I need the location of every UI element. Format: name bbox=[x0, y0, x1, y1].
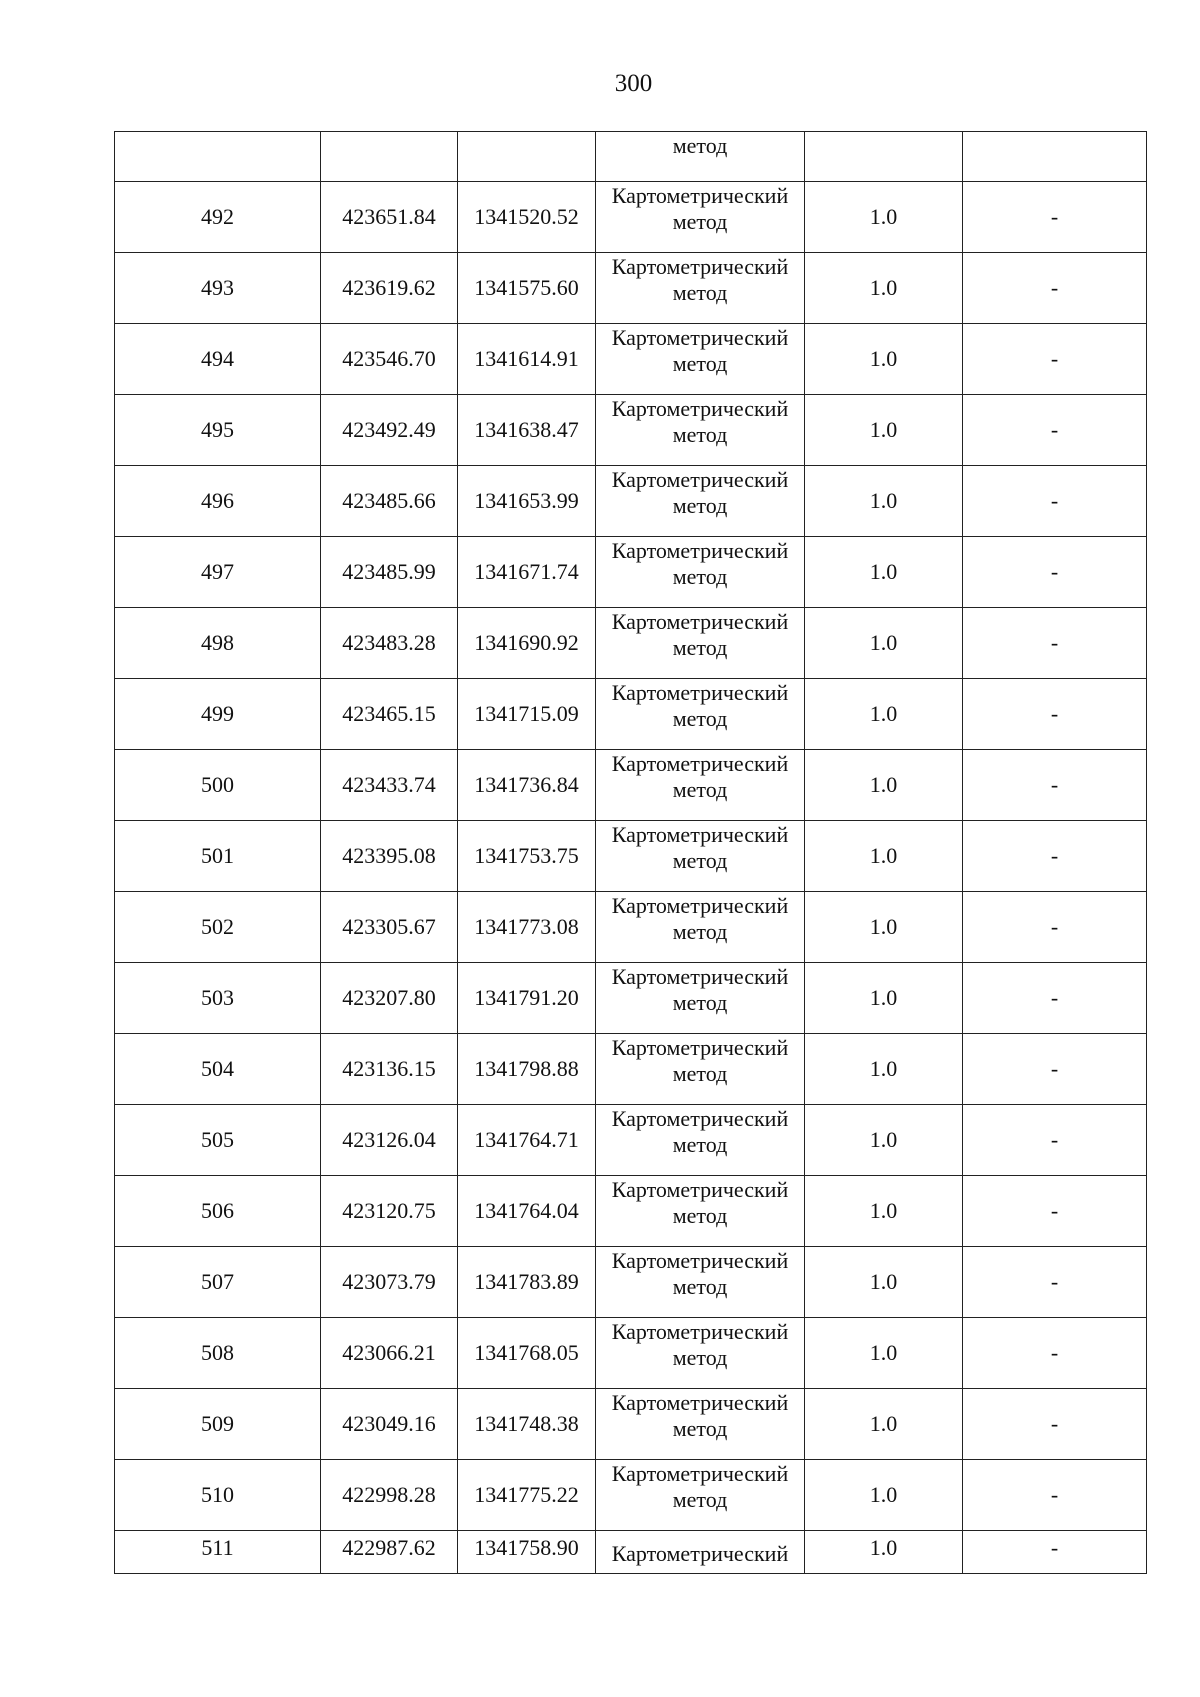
note-cell: - bbox=[963, 324, 1147, 395]
method-line-2: метод bbox=[672, 1274, 728, 1299]
method-cell bbox=[596, 395, 805, 466]
page-number: 300 bbox=[614, 70, 653, 97]
accuracy-cell: 1.0 bbox=[805, 466, 963, 537]
x-cell bbox=[321, 132, 458, 182]
method-line-1: Картометрический bbox=[611, 538, 789, 563]
table-row bbox=[115, 1105, 1147, 1176]
method-line-2: метод bbox=[672, 919, 728, 944]
x-cell: 423066.21 bbox=[321, 1318, 458, 1389]
method-cell bbox=[596, 537, 805, 608]
method-line-2: метод bbox=[672, 777, 728, 802]
y-cell: 1341671.74 bbox=[458, 537, 596, 608]
note-cell: - bbox=[963, 182, 1147, 253]
x-cell: 423465.15 bbox=[321, 679, 458, 750]
note-cell: - bbox=[963, 1034, 1147, 1105]
y-cell: 1341773.08 bbox=[458, 892, 596, 963]
x-cell: 423619.62 bbox=[321, 253, 458, 324]
method-cell bbox=[596, 821, 805, 892]
table-row bbox=[115, 1176, 1147, 1247]
y-cell: 1341764.71 bbox=[458, 1105, 596, 1176]
x-cell: 423485.66 bbox=[321, 466, 458, 537]
x-cell: 423073.79 bbox=[321, 1247, 458, 1318]
method-line-2: метод bbox=[672, 280, 728, 305]
method-cell bbox=[596, 466, 805, 537]
method-line-2: метод bbox=[672, 209, 728, 234]
y-cell: 1341764.04 bbox=[458, 1176, 596, 1247]
method-line-2: метод bbox=[672, 564, 728, 589]
point-cell: 507 bbox=[115, 1247, 321, 1318]
note-cell: - bbox=[963, 750, 1147, 821]
accuracy-cell: 1.0 bbox=[805, 253, 963, 324]
method-cell bbox=[596, 679, 805, 750]
point-cell: 501 bbox=[115, 821, 321, 892]
point-cell: 508 bbox=[115, 1318, 321, 1389]
x-cell: 423207.80 bbox=[321, 963, 458, 1034]
table-row bbox=[115, 1389, 1147, 1460]
y-cell: 1341753.75 bbox=[458, 821, 596, 892]
method-line-2: метод bbox=[672, 1203, 728, 1228]
point-cell: 510 bbox=[115, 1460, 321, 1531]
coordinates-table bbox=[114, 131, 1147, 1574]
x-cell: 422987.62 bbox=[321, 1531, 458, 1574]
x-cell: 423395.08 bbox=[321, 821, 458, 892]
table-row bbox=[115, 253, 1147, 324]
table-row bbox=[115, 395, 1147, 466]
table-row bbox=[115, 466, 1147, 537]
table-row bbox=[115, 608, 1147, 679]
table-row bbox=[115, 750, 1147, 821]
y-cell: 1341736.84 bbox=[458, 750, 596, 821]
y-cell: 1341638.47 bbox=[458, 395, 596, 466]
x-cell: 423136.15 bbox=[321, 1034, 458, 1105]
method-line-1: Картометрический bbox=[611, 893, 789, 918]
note-cell: - bbox=[963, 253, 1147, 324]
accuracy-cell: 1.0 bbox=[805, 963, 963, 1034]
table-row bbox=[115, 963, 1147, 1034]
method-line-1: Картометрический bbox=[611, 1461, 789, 1486]
accuracy-cell: 1.0 bbox=[805, 324, 963, 395]
method-cell bbox=[596, 1318, 805, 1389]
y-cell: 1341715.09 bbox=[458, 679, 596, 750]
method-line-2: метод bbox=[672, 1061, 728, 1086]
x-cell: 423483.28 bbox=[321, 608, 458, 679]
method-line-2: метод bbox=[672, 1132, 728, 1157]
point-cell: 505 bbox=[115, 1105, 321, 1176]
accuracy-cell: 1.0 bbox=[805, 892, 963, 963]
method-cell bbox=[596, 182, 805, 253]
method-line-2: метод bbox=[672, 1487, 728, 1512]
y-cell: 1341783.89 bbox=[458, 1247, 596, 1318]
table-row bbox=[115, 821, 1147, 892]
note-cell: - bbox=[963, 963, 1147, 1034]
method-cell bbox=[596, 892, 805, 963]
point-cell: 500 bbox=[115, 750, 321, 821]
method-cell bbox=[596, 1176, 805, 1247]
point-cell: 498 bbox=[115, 608, 321, 679]
method-line-1: Картометрический bbox=[611, 254, 789, 279]
note-cell: - bbox=[963, 466, 1147, 537]
table-row bbox=[115, 1034, 1147, 1105]
method-line-2: метод bbox=[672, 493, 728, 518]
accuracy-cell: 1.0 bbox=[805, 608, 963, 679]
table-row bbox=[115, 537, 1147, 608]
x-cell: 423126.04 bbox=[321, 1105, 458, 1176]
method-cell bbox=[596, 1460, 805, 1531]
accuracy-cell: 1.0 bbox=[805, 537, 963, 608]
accuracy-cell: 1.0 bbox=[805, 1318, 963, 1389]
method-cell bbox=[596, 608, 805, 679]
method-line-1: Картометрический bbox=[611, 964, 789, 989]
x-cell: 423651.84 bbox=[321, 182, 458, 253]
y-cell: 1341791.20 bbox=[458, 963, 596, 1034]
method-line-1: Картометрический bbox=[611, 1177, 789, 1202]
note-cell: - bbox=[963, 679, 1147, 750]
method-cell bbox=[596, 750, 805, 821]
method-line-1: Картометрический bbox=[611, 1035, 789, 1060]
method-cell: метод bbox=[596, 132, 805, 182]
point-cell: 503 bbox=[115, 963, 321, 1034]
y-cell bbox=[458, 132, 596, 182]
y-cell: 1341653.99 bbox=[458, 466, 596, 537]
method-line-1: Картометрический bbox=[611, 1248, 789, 1273]
accuracy-cell: 1.0 bbox=[805, 1176, 963, 1247]
method-cell bbox=[596, 253, 805, 324]
point-cell: 511 bbox=[115, 1531, 321, 1574]
accuracy-cell: 1.0 bbox=[805, 1389, 963, 1460]
last-table-row bbox=[115, 1531, 1147, 1574]
method-line-1: Картометрический bbox=[611, 396, 789, 421]
method-line-1: Картометрический bbox=[611, 467, 789, 492]
y-cell: 1341748.38 bbox=[458, 1389, 596, 1460]
point-cell: 502 bbox=[115, 892, 321, 963]
accuracy-cell: 1.0 bbox=[805, 1531, 963, 1574]
table-row bbox=[115, 892, 1147, 963]
point-cell: 499 bbox=[115, 679, 321, 750]
accuracy-cell: 1.0 bbox=[805, 1034, 963, 1105]
note-cell: - bbox=[963, 892, 1147, 963]
method-cell bbox=[596, 1105, 805, 1176]
method-line-1: Картометрический bbox=[611, 1319, 789, 1344]
x-cell: 423120.75 bbox=[321, 1176, 458, 1247]
point-cell: 493 bbox=[115, 253, 321, 324]
continued-row bbox=[115, 132, 1147, 182]
x-cell: 423305.67 bbox=[321, 892, 458, 963]
point-cell: 496 bbox=[115, 466, 321, 537]
method-line-2: метод bbox=[672, 422, 728, 447]
point-cell: 509 bbox=[115, 1389, 321, 1460]
method-cell: Картометрический bbox=[596, 1531, 805, 1574]
method-line-2: метод bbox=[672, 635, 728, 660]
accuracy-cell: 1.0 bbox=[805, 1247, 963, 1318]
method-line-1: Картометрический bbox=[611, 822, 789, 847]
accuracy-cell: 1.0 bbox=[805, 821, 963, 892]
x-cell: 422998.28 bbox=[321, 1460, 458, 1531]
method-line-2: метод bbox=[672, 706, 728, 731]
note-cell: - bbox=[963, 395, 1147, 466]
point-cell bbox=[115, 132, 321, 182]
note-cell: - bbox=[963, 1247, 1147, 1318]
point-cell: 495 bbox=[115, 395, 321, 466]
method-line-1: Картометрический bbox=[611, 183, 789, 208]
x-cell: 423049.16 bbox=[321, 1389, 458, 1460]
method-cell bbox=[596, 1389, 805, 1460]
x-cell: 423485.99 bbox=[321, 537, 458, 608]
method-line-2: метод bbox=[672, 990, 728, 1015]
point-cell: 497 bbox=[115, 537, 321, 608]
y-cell: 1341614.91 bbox=[458, 324, 596, 395]
x-cell: 423492.49 bbox=[321, 395, 458, 466]
x-cell: 423433.74 bbox=[321, 750, 458, 821]
method-line-1: Картометрический bbox=[611, 325, 789, 350]
note-cell: - bbox=[963, 1389, 1147, 1460]
method-line-1: Картометрический bbox=[611, 1390, 789, 1415]
note-cell: - bbox=[963, 1176, 1147, 1247]
table-row bbox=[115, 1247, 1147, 1318]
method-line-2: метод bbox=[672, 351, 728, 376]
accuracy-cell: 1.0 bbox=[805, 750, 963, 821]
note-cell: - bbox=[963, 608, 1147, 679]
table-row bbox=[115, 182, 1147, 253]
point-cell: 494 bbox=[115, 324, 321, 395]
x-cell: 423546.70 bbox=[321, 324, 458, 395]
note-cell: - bbox=[963, 1531, 1147, 1574]
method-line-1: Картометрический bbox=[611, 609, 789, 634]
accuracy-cell bbox=[805, 132, 963, 182]
method-line-2: метод bbox=[672, 848, 728, 873]
method-cell bbox=[596, 1034, 805, 1105]
method-line-1: Картометрический bbox=[611, 751, 789, 776]
method-line-2: метод bbox=[672, 1345, 728, 1370]
method-cell bbox=[596, 1247, 805, 1318]
table-row bbox=[115, 324, 1147, 395]
y-cell: 1341775.22 bbox=[458, 1460, 596, 1531]
note-cell: - bbox=[963, 1318, 1147, 1389]
y-cell: 1341798.88 bbox=[458, 1034, 596, 1105]
method-cell bbox=[596, 324, 805, 395]
method-line-2: метод bbox=[672, 1416, 728, 1441]
point-cell: 504 bbox=[115, 1034, 321, 1105]
accuracy-cell: 1.0 bbox=[805, 395, 963, 466]
table-body bbox=[115, 132, 1147, 1574]
table-row bbox=[115, 1318, 1147, 1389]
note-cell bbox=[963, 132, 1147, 182]
accuracy-cell: 1.0 bbox=[805, 679, 963, 750]
y-cell: 1341758.90 bbox=[458, 1531, 596, 1574]
accuracy-cell: 1.0 bbox=[805, 1105, 963, 1176]
table-row bbox=[115, 679, 1147, 750]
y-cell: 1341575.60 bbox=[458, 253, 596, 324]
point-cell: 492 bbox=[115, 182, 321, 253]
y-cell: 1341520.52 bbox=[458, 182, 596, 253]
note-cell: - bbox=[963, 1460, 1147, 1531]
point-cell: 506 bbox=[115, 1176, 321, 1247]
method-line-1: Картометрический bbox=[611, 1106, 789, 1131]
accuracy-cell: 1.0 bbox=[805, 1460, 963, 1531]
y-cell: 1341768.05 bbox=[458, 1318, 596, 1389]
note-cell: - bbox=[963, 821, 1147, 892]
y-cell: 1341690.92 bbox=[458, 608, 596, 679]
accuracy-cell: 1.0 bbox=[805, 182, 963, 253]
table-row bbox=[115, 1460, 1147, 1531]
method-cell bbox=[596, 963, 805, 1034]
note-cell: - bbox=[963, 537, 1147, 608]
note-cell: - bbox=[963, 1105, 1147, 1176]
method-line-1: Картометрический bbox=[611, 680, 789, 705]
